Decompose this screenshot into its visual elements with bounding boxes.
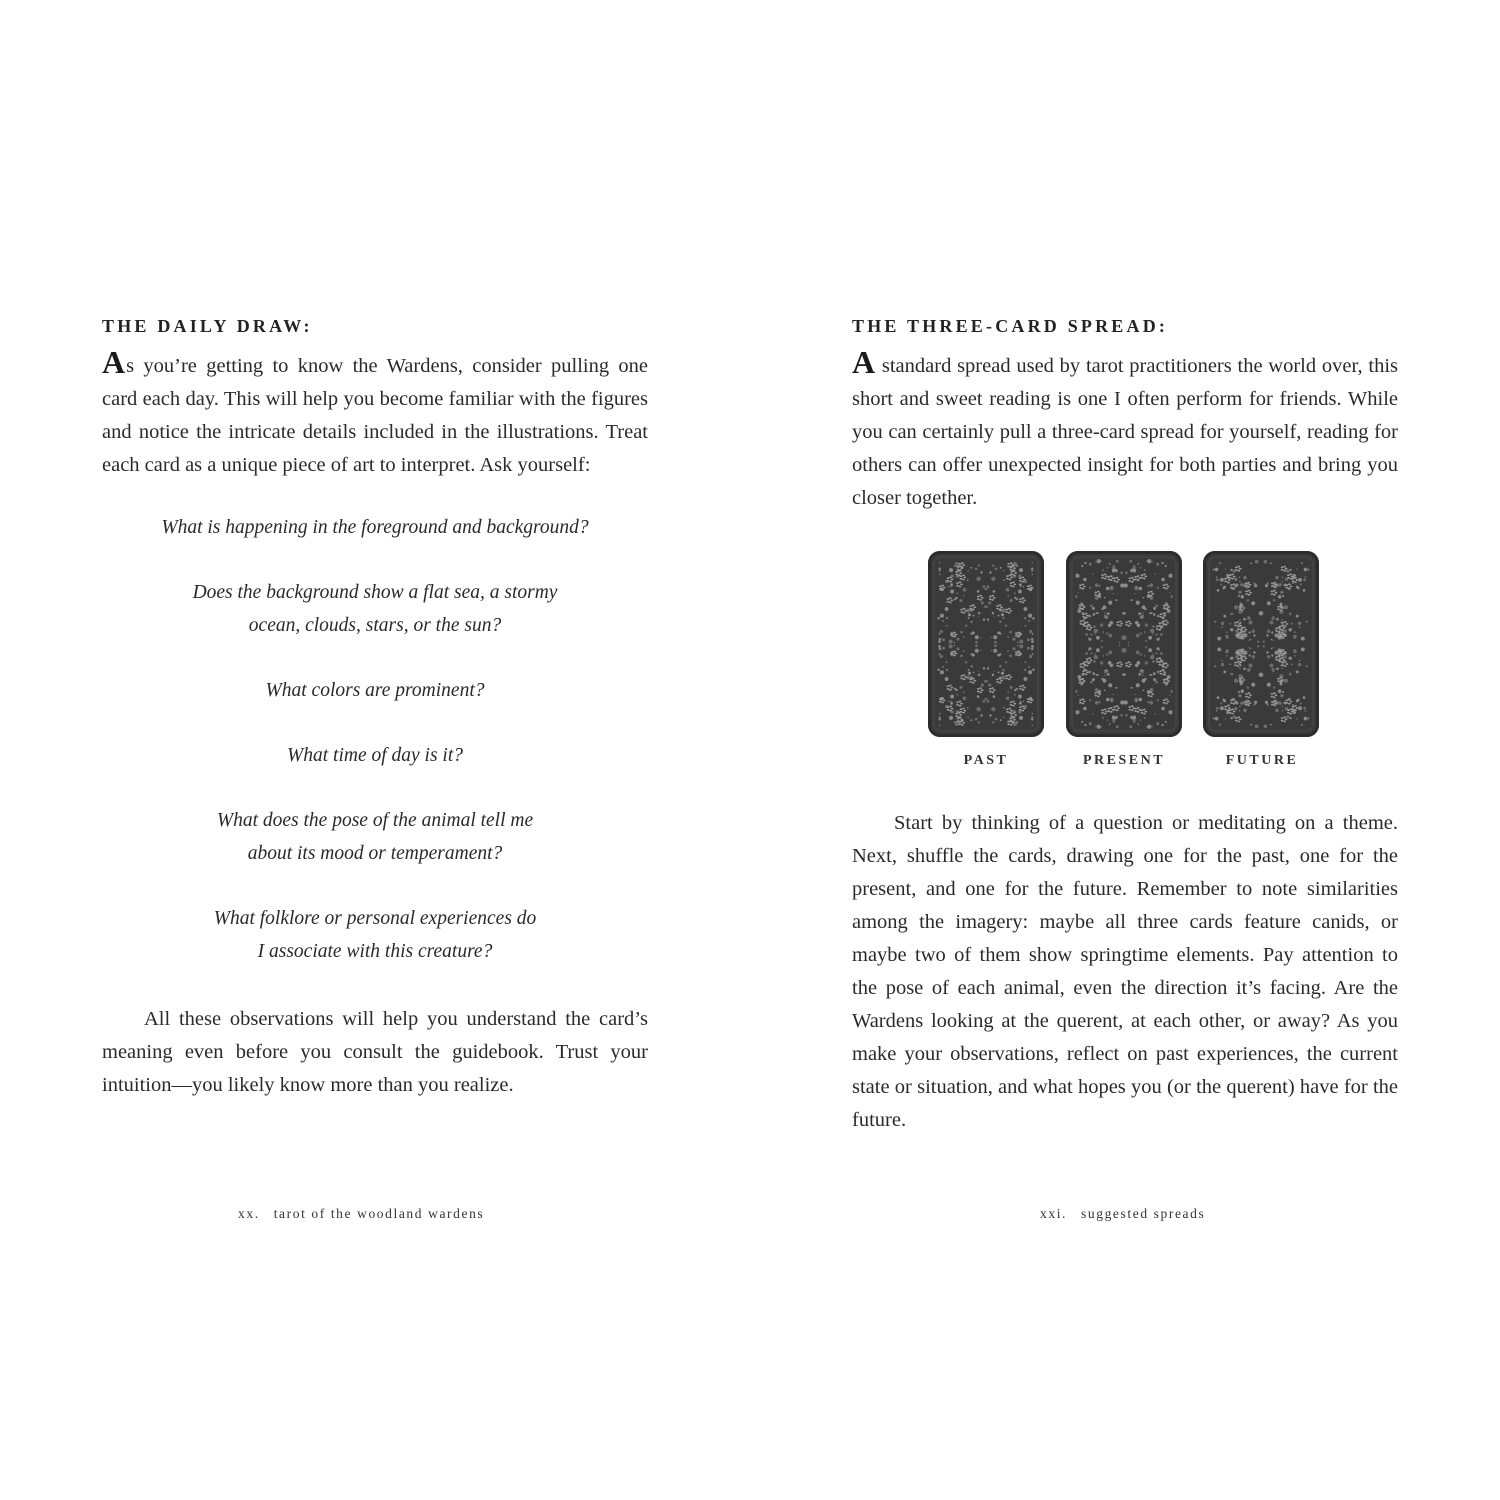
card-label-past: PAST xyxy=(963,753,1009,768)
floral-card-back-pattern-icon xyxy=(1203,551,1319,737)
card-back-past xyxy=(928,551,1044,737)
intro-text: standard spread used by tarot practitioners the world over, this short and sweet reading is one I often perform for friends. While you can certainly pull a three-card spread for yourself, reading for others can offer unexpected insight for both parties and bring you closer together. xyxy=(852,355,1398,509)
card-back-present xyxy=(1066,551,1182,737)
intro-text: s you’re getting to know the Wardens, consider pulling one card each day. This will help you become familiar with the figures and notice the intricate details included in the illustrations. Treat each card as a unique piece of art to interpret. Ask yourself: xyxy=(102,355,648,476)
section-heading: THE DAILY DRAW: xyxy=(102,316,313,336)
intro-paragraph xyxy=(852,344,1398,515)
reflection-questions xyxy=(102,511,648,1000)
left-page xyxy=(102,0,648,1500)
three-card-spread xyxy=(928,551,1320,739)
drop-cap: A xyxy=(852,344,876,380)
intro-paragraph xyxy=(102,344,648,482)
question-item xyxy=(102,902,648,968)
card-back-future xyxy=(1203,551,1319,737)
question-item xyxy=(102,511,648,544)
right-page xyxy=(852,0,1398,1500)
card-label-future: FUTURE xyxy=(1225,753,1299,768)
floral-card-back-pattern-icon xyxy=(1066,551,1182,737)
running-title: tarot of the woodland wardens xyxy=(273,1206,485,1221)
question-item xyxy=(102,739,648,772)
question-line: What colors are prominent? xyxy=(265,680,485,701)
running-title: suggested spreads xyxy=(1081,1206,1206,1221)
question-line: What does the pose of the animal tell me xyxy=(216,810,534,831)
section-heading: THE THREE-CARD SPREAD: xyxy=(852,316,1169,336)
question-line: Does the background show a flat sea, a stormy xyxy=(192,582,558,603)
question-item xyxy=(102,576,648,642)
page-footer xyxy=(1040,1206,1205,1222)
floral-card-back-pattern-icon xyxy=(928,551,1044,737)
drop-cap: A xyxy=(102,344,126,380)
page-number: xxi. xyxy=(1040,1206,1068,1221)
question-item xyxy=(102,674,648,707)
question-line: What time of day is it? xyxy=(286,745,464,766)
question-line: I associate with this creature? xyxy=(257,941,493,962)
page-number: xx. xyxy=(238,1206,260,1221)
card-label-present: PRESENT xyxy=(1082,753,1166,768)
question-item xyxy=(102,804,648,870)
closing-paragraph: All these observations will help you understand the card’s meaning even before you consult the guidebook. Trust your intuition—you likely know more than you realize. xyxy=(102,1008,648,1096)
question-line: What folklore or personal experiences do xyxy=(213,908,537,929)
spread-instructions: Start by thinking of a question or meditating on a theme. Next, shuffle the cards, drawing one for the past, one for the present, and one for the future. Remember to note similarities among the imagery: maybe all three cards feature canids, or maybe two of them show springtime elements. Pay attention to the pose of each animal, even the direction it’s facing. Are the Wardens looking at the querent, at each other, or away? As you make your observations, reflect on past experiences, the current state or situation, and what hopes you (or the querent) have for the future. xyxy=(852,812,1398,1131)
question-line: ocean, clouds, stars, or the sun? xyxy=(248,615,502,636)
question-line: about its mood or temperament? xyxy=(247,843,503,864)
question-line: What is happening in the foreground and background? xyxy=(161,517,589,538)
page-footer xyxy=(238,1206,484,1222)
